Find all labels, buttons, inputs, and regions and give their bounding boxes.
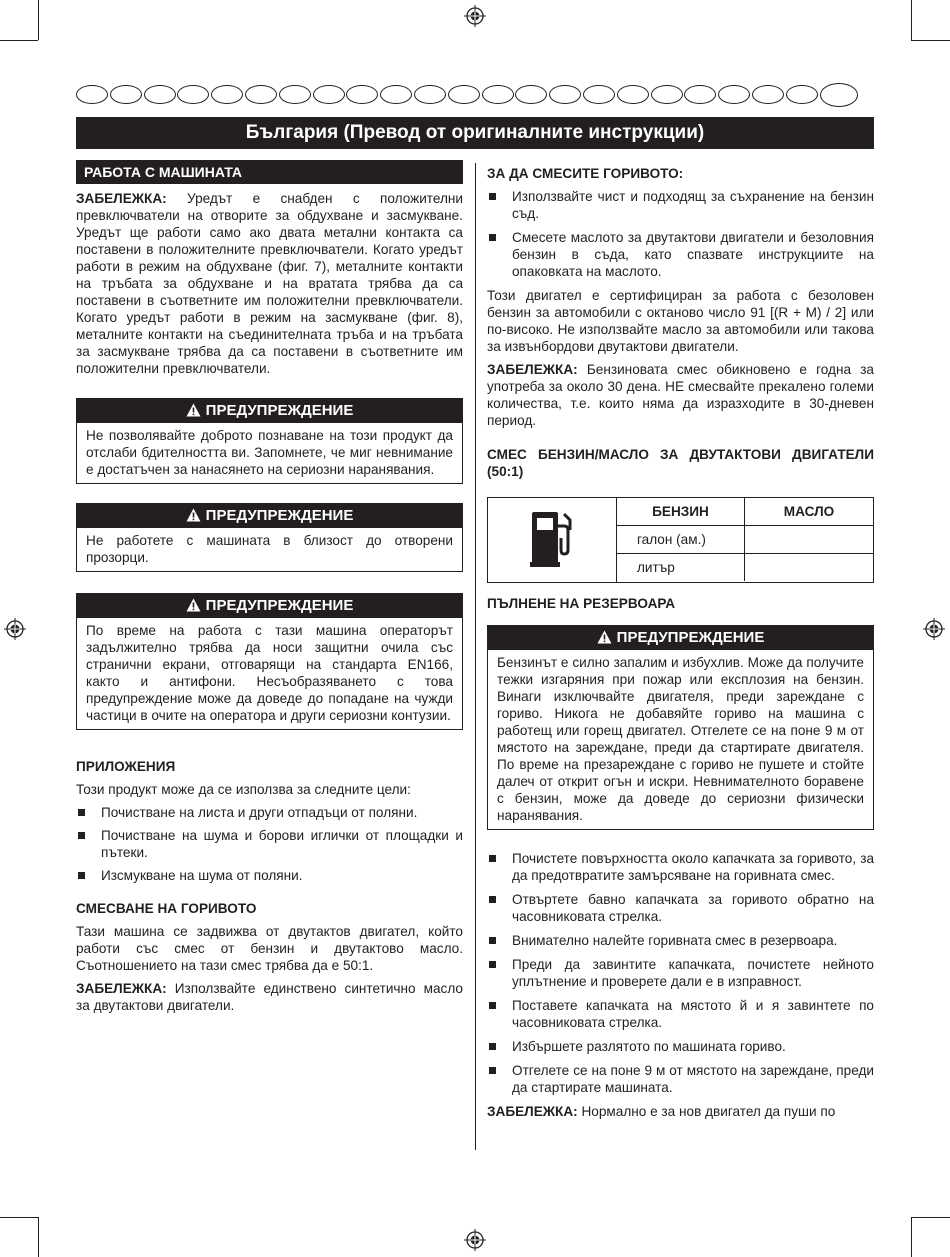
warning-header	[77, 594, 462, 618]
list-item: Отгелете се на поне 9 м от мястото на зареждане, преди да стартирате машината.	[487, 1062, 874, 1096]
warning-text: Не позволявайте доброто познаване на този продукт да отслаби бдителността ви. Запомнете, че миг невнимание е достатъчен за нанасянето на сериозни наранявания.	[86, 428, 453, 477]
language-tab-oval	[617, 85, 649, 104]
registration-mark-icon	[464, 1229, 486, 1251]
list-item: Почистете повърхността около капачката за горивото, за да предотвратите замърсяване на горивната смес.	[487, 850, 874, 884]
language-tab-oval	[684, 85, 716, 104]
filling-list	[487, 850, 874, 1096]
warning-header	[77, 504, 462, 528]
language-tab-oval	[752, 85, 784, 104]
note-text: Използвайте единствено синтетично масло за двутактови двигатели.	[76, 981, 463, 1013]
table-cell-empty	[745, 554, 873, 581]
note-paragraph	[487, 361, 874, 429]
language-tab-oval	[279, 85, 311, 104]
note-text: Уредът е снабден с положителни превключватели на отворите за обдухване и засмукване. Уредът ще работи само ако двата метални контакта са поставени в положителните превключватели. Когато уредът работи в режим на обдухване (фиг. 7), металните контакти на тръбата за обдухване и на вратата трябва да са поставени в съответните им положителни превключватели. Когато уредът работи в режим на засмукване (фиг. 8), металните контакти на съединителната тръба и на тръбата за засмукване трябва да са поставени в съответните им положителни превключватели.	[76, 191, 463, 376]
language-tab-oval	[549, 85, 581, 104]
warning-box	[76, 398, 463, 484]
warning-title: ПРЕДУПРЕЖДЕНИЕ	[616, 629, 765, 646]
note-paragraph	[76, 190, 463, 377]
language-tab-oval	[110, 85, 142, 104]
list-item: Смесете маслото за двутактови двигатели и безоловния бензин в съда, като спазвате инструкциите на опаковката на маслото.	[487, 229, 874, 280]
page-title: България (Превод от оригиналните инструкции)	[76, 117, 874, 149]
warning-box	[487, 625, 874, 830]
right-column	[487, 160, 874, 1120]
applications-list	[76, 804, 463, 884]
list-item: Избършете разлятото по машината гориво.	[487, 1038, 874, 1055]
warning-text: Бензинът е силно запалим и избухлив. Може да получите тежки изгаряния при пожар или експлозия на бензин. Винаги изключвайте двигателя, преди зареждане с гориво. Никога не добавяйте гориво на машина с работещ или горещ двигател. Отгелете се на поне 9 м от мястото на зареждане, преди да стартирате двигателя. По време на презареждане с гориво не пушете и стойте далеч от открит огън и искри. Невнимателното боравене с бензин, може да доведе до сериозни физически наранявания.	[497, 655, 864, 823]
list-item: Преди да завинтите капачката, почистете нейното уплътнение и проверете дали е в изправност.	[487, 956, 874, 990]
warning-triangle-icon	[597, 630, 612, 644]
language-tab-oval	[448, 85, 480, 104]
crop-mark	[911, 40, 950, 41]
warning-text: По време на работа с тази машина операторът задължително трябва да носи защитни очила със странични екрани, отговарящи на стандарта EN166, както и антифони. Несъобразяването с това предупреждение може да доведе до попадане на чужди частици в очите на оператора и други сериозни контузии.	[86, 623, 453, 723]
warning-triangle-icon	[186, 598, 201, 612]
language-tab-oval	[346, 85, 378, 104]
table-header-oil: МАСЛО	[745, 498, 873, 526]
list-item: Изсмукване на шума от поляни.	[76, 867, 463, 884]
list-item: Внимателно налейте горивната смес в резервоара.	[487, 932, 874, 949]
warning-title: ПРЕДУПРЕЖДЕНИЕ	[205, 597, 354, 614]
note-text: Бензиновата смес обикновено е годна за употреба за около 30 дена. НЕ смесвайте прекалено големи количества, т.е. които няма да изразходите в 30-дневен период.	[487, 362, 874, 428]
section-heading-mix: ЗА ДА СМЕСИТЕ ГОРИВОТО:	[487, 166, 684, 181]
warning-text: Не работете с машината в близост до отворени прозорци.	[86, 533, 453, 565]
warning-title: ПРЕДУПРЕЖДЕНИЕ	[205, 402, 354, 419]
list-item: Почистване на листа и други отпадъци от поляни.	[76, 804, 463, 821]
list-item: Поставете капачката на мястото й и я завинтете по часовниковата стрелка.	[487, 997, 874, 1031]
list-item: Почистване на шума и борови иглички от площадки и пътеки.	[76, 827, 463, 861]
fuel-pump-icon	[530, 508, 574, 568]
language-tab-oval	[515, 85, 547, 104]
crop-mark	[38, 0, 39, 40]
language-tab-oval	[651, 85, 683, 104]
list-item: Използвайте чист и подходящ за съхранение на бензин съд.	[487, 188, 874, 222]
language-tab-oval	[786, 85, 818, 104]
section-heading-mix-table: СМЕС БЕНЗИН/МАСЛО ЗА ДВУТАКТОВИ ДВИГАТЕЛИ (50:1)	[487, 447, 874, 479]
warning-triangle-icon	[186, 508, 201, 522]
table-cell-gallon: галон (ам.)	[617, 526, 745, 554]
mix-list	[487, 188, 874, 280]
note-paragraph	[487, 1103, 874, 1120]
note-text: Нормално е за нов двигател да пуши по	[577, 1104, 836, 1119]
column-divider	[475, 163, 476, 1150]
mix-table	[487, 497, 874, 583]
table-cell-empty	[745, 526, 873, 554]
note-label: ЗАБЕЛЕЖКА:	[487, 1104, 578, 1119]
list-item: Отвъртете бавно капачката за горивото обратно на часовниковата стрелка.	[487, 891, 874, 925]
language-tab-oval	[144, 85, 176, 104]
note-paragraph	[76, 980, 463, 1014]
crop-mark	[911, 1217, 950, 1218]
section-heading-fuel-mixing: СМЕСВАНЕ НА ГОРИВОТО	[76, 901, 257, 916]
section-heading-operation: РАБОТА С МАШИНАТА	[76, 160, 463, 184]
language-tab-oval	[414, 85, 446, 104]
language-tab-oval	[482, 85, 514, 104]
crop-mark	[0, 40, 38, 41]
note-label: ЗАБЕЛЕЖКА:	[487, 362, 578, 377]
applications-intro: Този продукт може да се използва за следните цели:	[76, 782, 411, 797]
registration-mark-icon	[4, 618, 26, 640]
crop-mark	[911, 0, 912, 40]
language-tab-oval	[820, 83, 858, 107]
warning-box	[76, 593, 463, 730]
registration-mark-icon	[464, 5, 486, 27]
left-column	[76, 160, 463, 1014]
note-label: ЗАБЕЛЕЖКА:	[76, 981, 167, 996]
language-tab-oval	[76, 85, 108, 104]
language-tab-oval	[718, 85, 750, 104]
note-label: ЗАБЕЛЕЖКА:	[76, 191, 167, 206]
warning-triangle-icon	[186, 403, 201, 417]
language-tab-strip	[76, 83, 874, 109]
section-heading-filling: ПЪЛНЕНЕ НА РЕЗЕРВОАРА	[487, 596, 676, 611]
fuel-pump-cell	[488, 498, 617, 582]
table-header-petrol: БЕНЗИН	[617, 498, 745, 526]
language-tab-oval	[313, 85, 345, 104]
language-tab-oval	[583, 85, 615, 104]
crop-mark	[911, 1217, 912, 1257]
warning-header	[488, 626, 873, 650]
fuel-mixing-text: Тази машина се задвижва от двутактов двигател, който работи със смес от бензин и двутактово масло. Съотношението на тази смес трябва да е 50:1.	[76, 924, 463, 973]
crop-mark	[0, 1217, 38, 1218]
warning-box	[76, 503, 463, 572]
registration-mark-icon	[923, 618, 945, 640]
language-tab-oval	[380, 85, 412, 104]
octane-paragraph: Този двигател е сертифициран за работа с безоловен бензин за автомобили с октаново число 91 [(R + M) / 2] или по-високо. Не използвайте масло за автомобили или такова за извънбордови двутактови двигатели.	[487, 288, 874, 354]
warning-header	[77, 399, 462, 423]
table-cell-litre: литър	[617, 554, 745, 581]
language-tab-oval	[245, 85, 277, 104]
section-heading-applications: ПРИЛОЖЕНИЯ	[76, 759, 176, 774]
crop-mark	[38, 1217, 39, 1257]
warning-title: ПРЕДУПРЕЖДЕНИЕ	[205, 507, 354, 524]
language-tab-oval	[177, 85, 209, 104]
language-tab-oval	[211, 85, 243, 104]
